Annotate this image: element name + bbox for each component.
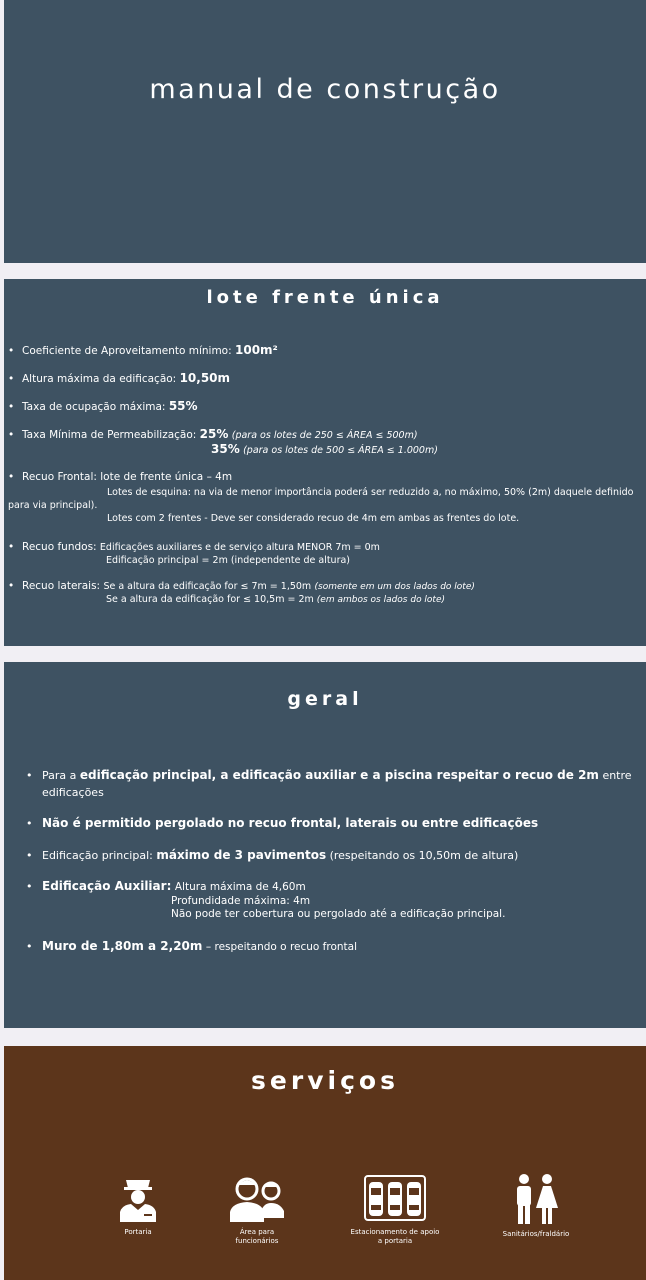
service-portaria: Portaria	[78, 1174, 198, 1237]
frontal-esquina: Lotes de esquina: na via de menor importância poderá ser reduzido a, no máximo, 50% (2m) daquele definido	[107, 487, 634, 498]
fundos-item: • Recuo fundos: Edificações auxiliares e de serviço altura MENOR 7m = 0m	[8, 541, 380, 553]
lote-title: lote frente única	[206, 287, 444, 308]
taxa-value: 55%	[168, 399, 198, 413]
cover-slide	[4, 0, 646, 263]
restroom-icon	[513, 1174, 559, 1224]
concierge-icon	[116, 1174, 160, 1222]
altura-item: • Altura máxima da edificação: 10,50m	[8, 371, 231, 385]
service-estacionamento: Estacionamento de apoio a portaria	[335, 1174, 455, 1246]
servicos-slide	[4, 1046, 646, 1280]
perm-value-2: 35%	[211, 442, 240, 456]
geral-item-4: • Edificação Auxiliar: Altura máxima de 4,60m	[26, 879, 306, 893]
frontal-item: • Recuo Frontal: lote de frente única – 4m	[8, 471, 233, 483]
fundos-text-2: Edificação principal = 2m (independente de altura)	[106, 555, 351, 566]
geral-title: geral	[287, 688, 363, 710]
geral-item-4-line-3: Não pode ter cobertura ou pergolado até a edificação principal.	[171, 908, 506, 920]
service-funcionarios: Área para funcionários	[197, 1174, 317, 1246]
taxa-item: • Taxa de ocupação máxima: 55%	[8, 399, 198, 413]
lote-slide	[4, 279, 646, 646]
frontal-esquina-cont: para via principal).	[8, 500, 98, 511]
geral-item-5: • Muro de 1,80m a 2,20m – respeitando o recuo frontal	[26, 939, 358, 953]
perm-item-2: 35% (para os lotes de 500 ≤ ÁREA ≤ 1.000m)	[211, 442, 438, 456]
geral-item-1-cont: edificações	[42, 786, 104, 799]
perm-value-1: 25%	[199, 427, 229, 441]
service-sanitarios: Sanitários/fraldário	[476, 1174, 596, 1239]
geral-item-3: • Edificação principal: máximo de 3 pavimentos (respeitando os 10,50m de altura)	[26, 848, 519, 862]
cover-title: manual de construção	[149, 74, 501, 106]
frontal-2frentes: Lotes com 2 frentes - Deve ser considerado recuo de 4m em ambas as frentes do lote.	[107, 513, 520, 524]
laterais-item: • Recuo laterais: Se a altura da edificação for ≤ 7m = 1,50m (somente em um dos lados do lote)	[8, 580, 475, 592]
servicos-title: serviços	[251, 1066, 399, 1095]
altura-value: 10,50m	[179, 371, 231, 385]
geral-item-4-line-2: Profundidade máxima: 4m	[171, 895, 311, 907]
geral-slide	[4, 662, 646, 1028]
geral-item-1: • Para a edificação principal, a edificação auxiliar e a piscina respeitar o recuo de 2m entre	[26, 768, 632, 782]
coef-item: • Coeficiente de Aproveitamento mínimo: 100m²	[8, 343, 278, 357]
parking-icon	[363, 1174, 427, 1222]
staff-icon	[228, 1174, 286, 1222]
laterais-line-2: Se a altura da edificação for ≤ 10,5m = 2m (em ambos os lados do lote)	[106, 594, 446, 605]
perm-item: • Taxa Mínima de Permeabilização: 25% (para os lotes de 250 ≤ ÁREA ≤ 500m)	[8, 427, 418, 441]
coef-value: 100m²	[235, 343, 278, 357]
geral-item-2: • Não é permitido pergolado no recuo frontal, laterais ou entre edificações	[26, 816, 539, 830]
